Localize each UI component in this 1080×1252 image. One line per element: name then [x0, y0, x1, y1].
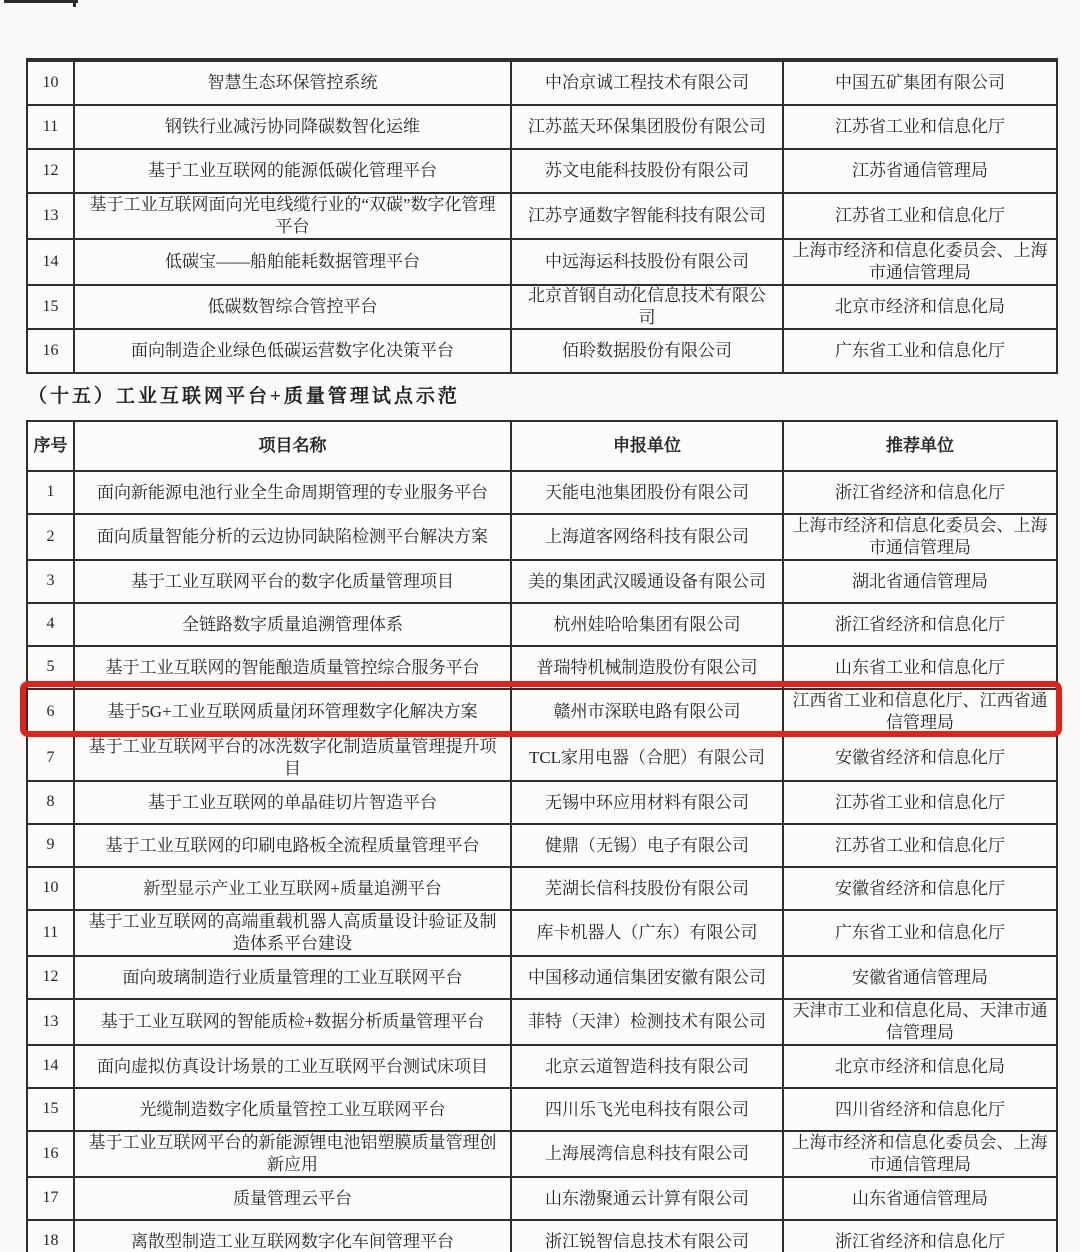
cell-applicant: 佰聆数据股份有限公司 — [510, 330, 782, 372]
cell-recommender: 山东省通信管理局 — [782, 1178, 1056, 1219]
cell-project-name: 面向质量智能分析的云边协同缺陷检测平台解决方案 — [73, 515, 510, 559]
table-row — [28, 998, 1056, 1044]
cell-recommender: 江西省工业和信息化厅、江西省通信管理局 — [782, 690, 1056, 734]
cell-serial-number: 5 — [46, 658, 55, 676]
cell-applicant: 中冶京诚工程技术有限公司 — [510, 62, 782, 104]
cell-recommender: 江苏省工业和信息化厅 — [782, 106, 1056, 148]
cell-serial-number: 15 — [42, 1100, 59, 1118]
cell-serial-number: 1 — [46, 483, 55, 501]
header-project-name: 项目名称 — [73, 422, 510, 470]
cell-project-name: 基于工业互联网的印刷电路板全流程质量管理平台 — [73, 825, 510, 866]
cell-applicant: 四川乐飞光电科技有限公司 — [510, 1089, 782, 1130]
cell-serial-number: 6 — [46, 702, 55, 720]
table-row — [28, 470, 1056, 513]
cell-recommender: 广东省工业和信息化厅 — [782, 911, 1056, 955]
cell-applicant: TCL家用电器（合肥）有限公司 — [510, 736, 782, 780]
table-row — [28, 780, 1056, 823]
cell-recommender: 江苏省工业和信息化厅 — [782, 782, 1056, 823]
top-edge-partial-border — [4, 0, 78, 3]
table-row — [28, 602, 1056, 645]
cell-applicant: 山东渤聚通云计算有限公司 — [510, 1178, 782, 1219]
cell-recommender: 四川省经济和信息化厅 — [782, 1089, 1056, 1130]
cell-serial-number: 8 — [46, 793, 55, 811]
table-row — [28, 148, 1056, 192]
cell-serial-number: 4 — [46, 615, 55, 633]
table-row — [28, 238, 1056, 284]
cell-project-name: 基于工业互联网面向光电线缆行业的“双碳”数字化管理平台 — [73, 194, 510, 238]
table-row — [28, 1087, 1056, 1130]
table-row — [28, 60, 1056, 104]
cell-serial-number: 17 — [42, 1189, 59, 1207]
table-body — [28, 60, 1056, 372]
cell-applicant: 浙江锐智信息技术有限公司 — [510, 1221, 782, 1252]
cell-serial-number: 9 — [46, 836, 55, 854]
cell-serial-number: 14 — [42, 1057, 59, 1075]
cell-project-name: 面向虚拟仿真设计场景的工业互联网平台测试床项目 — [73, 1046, 510, 1087]
cell-project-name: 基于工业互联网的单晶硅切片智造平台 — [73, 782, 510, 823]
cell-serial-number: 7 — [46, 748, 55, 766]
cell-project-name: 基于工业互联网的能源低碳化管理平台 — [73, 150, 510, 192]
cell-project-name: 基于5G+工业互联网质量闭环管理数字化解决方案 — [73, 690, 510, 734]
table-row — [28, 734, 1056, 780]
table-row — [28, 688, 1056, 734]
table-quality-management-projects — [26, 420, 1058, 1252]
table-row — [28, 1176, 1056, 1219]
cell-recommender: 安徽省经济和信息化厅 — [782, 736, 1056, 780]
cell-project-name: 质量管理云平台 — [73, 1178, 510, 1219]
cell-project-name: 基于工业互联网平台的数字化质量管理项目 — [73, 561, 510, 602]
cell-recommender: 天津市工业和信息化局、天津市通信管理局 — [782, 1000, 1056, 1044]
cell-recommender: 上海市经济和信息化委员会、上海市通信管理局 — [782, 240, 1056, 284]
cell-serial-number: 18 — [42, 1232, 59, 1250]
cell-recommender: 北京市经济和信息化局 — [782, 286, 1056, 328]
cell-serial-number: 2 — [46, 527, 55, 545]
cell-serial-number: 12 — [42, 161, 59, 179]
cell-serial-number: 16 — [42, 341, 59, 359]
cell-serial-number: 3 — [46, 572, 55, 590]
cell-project-name: 基于工业互联网的智能酿造质量管控综合服务平台 — [73, 647, 510, 688]
cell-project-name: 离散型制造工业互联网数字化车间管理平台 — [73, 1221, 510, 1252]
table-row — [28, 1219, 1056, 1252]
cell-recommender: 江苏省通信管理局 — [782, 150, 1056, 192]
section-heading: （十五）工业互联网平台+质量管理试点示范 — [28, 386, 460, 407]
cell-recommender: 上海市经济和信息化委员会、上海市通信管理局 — [782, 1132, 1056, 1176]
cell-serial-number: 10 — [42, 73, 59, 91]
cell-project-name: 低碳数智综合管控平台 — [73, 286, 510, 328]
cell-recommender: 北京市经济和信息化局 — [782, 1046, 1056, 1087]
cell-applicant: 赣州市深联电路有限公司 — [510, 690, 782, 734]
cell-project-name: 基于工业互联网的智能质检+数据分析质量管理平台 — [73, 1000, 510, 1044]
cell-applicant: 北京云道智造科技有限公司 — [510, 1046, 782, 1087]
table-row — [28, 955, 1056, 998]
table-row — [28, 909, 1056, 955]
cell-serial-number: 14 — [42, 252, 59, 270]
header-row — [28, 422, 1056, 470]
cell-recommender: 安徽省通信管理局 — [782, 957, 1056, 998]
table-row — [28, 328, 1056, 372]
cell-project-name: 智慧生态环保管控系统 — [73, 62, 510, 104]
cell-applicant: 苏文电能科技股份有限公司 — [510, 150, 782, 192]
cell-recommender: 安徽省经济和信息化厅 — [782, 868, 1056, 909]
cell-recommender: 山东省工业和信息化厅 — [782, 647, 1056, 688]
table-row — [28, 1130, 1056, 1176]
cell-project-name: 面向新能源电池行业全生命周期管理的专业服务平台 — [73, 472, 510, 513]
cell-recommender: 江苏省工业和信息化厅 — [782, 825, 1056, 866]
cell-project-name: 光缆制造数字化质量管控工业互联网平台 — [73, 1089, 510, 1130]
header-applicant: 申报单位 — [510, 422, 782, 470]
header-serial-number: 序号 — [33, 436, 68, 456]
cell-applicant: 上海展湾信息科技有限公司 — [510, 1132, 782, 1176]
table-row — [28, 1044, 1056, 1087]
cell-applicant: 普瑞特机械制造股份有限公司 — [510, 647, 782, 688]
cell-project-name: 钢铁行业减污协同降碳数智化运维 — [73, 106, 510, 148]
header-recommender: 推荐单位 — [782, 422, 1056, 470]
cell-project-name: 低碳宝——船舶能耗数据管理平台 — [73, 240, 510, 284]
cell-serial-number: 15 — [42, 297, 59, 315]
cell-project-name: 基于工业互联网平台的冰洗数字化制造质量管理提升项目 — [73, 736, 510, 780]
cell-project-name: 面向玻璃制造行业质量管理的工业互联网平台 — [73, 957, 510, 998]
cell-project-name: 基于工业互联网平台的新能源锂电池铝塑膜质量管理创新应用 — [73, 1132, 510, 1176]
cell-serial-number: 11 — [42, 117, 59, 135]
table-low-carbon-projects — [26, 58, 1058, 374]
cell-applicant: 江苏蓝天环保集团股份有限公司 — [510, 106, 782, 148]
cell-recommender: 广东省工业和信息化厅 — [782, 330, 1056, 372]
cell-applicant: 中远海运科技股份有限公司 — [510, 240, 782, 284]
table-body — [28, 470, 1056, 1252]
cell-recommender: 湖北省通信管理局 — [782, 561, 1056, 602]
top-edge-column-stub — [73, 0, 76, 7]
cell-recommender: 中国五矿集团有限公司 — [782, 62, 1056, 104]
cell-project-name: 全链路数字质量追溯管理体系 — [73, 604, 510, 645]
cell-serial-number: 13 — [42, 1012, 59, 1030]
cell-applicant: 天能电池集团股份有限公司 — [510, 472, 782, 513]
cell-applicant: 芜湖长信科技股份有限公司 — [510, 868, 782, 909]
cell-applicant: 健鼎（无锡）电子有限公司 — [510, 825, 782, 866]
table-row — [28, 104, 1056, 148]
cell-applicant: 美的集团武汉暖通设备有限公司 — [510, 561, 782, 602]
cell-serial-number: 12 — [42, 968, 59, 986]
cell-applicant: 库卡机器人（广东）有限公司 — [510, 911, 782, 955]
cell-recommender: 浙江省经济和信息化厅 — [782, 1221, 1056, 1252]
table-row — [28, 866, 1056, 909]
table-row — [28, 284, 1056, 328]
cell-applicant: 江苏亨通数字智能科技有限公司 — [510, 194, 782, 238]
cell-project-name: 基于工业互联网的高端重载机器人高质量设计验证及制造体系平台建设 — [73, 911, 510, 955]
table-row — [28, 559, 1056, 602]
cell-applicant: 上海道客网络科技有限公司 — [510, 515, 782, 559]
table-row — [28, 192, 1056, 238]
cell-applicant: 无锡中环应用材料有限公司 — [510, 782, 782, 823]
cell-applicant: 杭州娃哈哈集团有限公司 — [510, 604, 782, 645]
cell-applicant: 北京首钢自动化信息技术有限公司 — [510, 286, 782, 328]
cell-project-name: 新型显示产业工业互联网+质量追溯平台 — [73, 868, 510, 909]
cell-project-name: 面向制造企业绿色低碳运营数字化决策平台 — [73, 330, 510, 372]
cell-serial-number: 16 — [42, 1144, 59, 1162]
cell-serial-number: 13 — [42, 206, 59, 224]
table-row — [28, 513, 1056, 559]
cell-serial-number: 11 — [42, 923, 59, 941]
cell-applicant: 菲特（天津）检测技术有限公司 — [510, 1000, 782, 1044]
table-header — [28, 422, 1056, 470]
cell-serial-number: 10 — [42, 879, 59, 897]
cell-recommender: 浙江省经济和信息化厅 — [782, 472, 1056, 513]
cell-recommender: 上海市经济和信息化委员会、上海市通信管理局 — [782, 515, 1056, 559]
cell-recommender: 江苏省工业和信息化厅 — [782, 194, 1056, 238]
cell-recommender: 浙江省经济和信息化厅 — [782, 604, 1056, 645]
table-row — [28, 645, 1056, 688]
table-row — [28, 823, 1056, 866]
cell-applicant: 中国移动通信集团安徽有限公司 — [510, 957, 782, 998]
